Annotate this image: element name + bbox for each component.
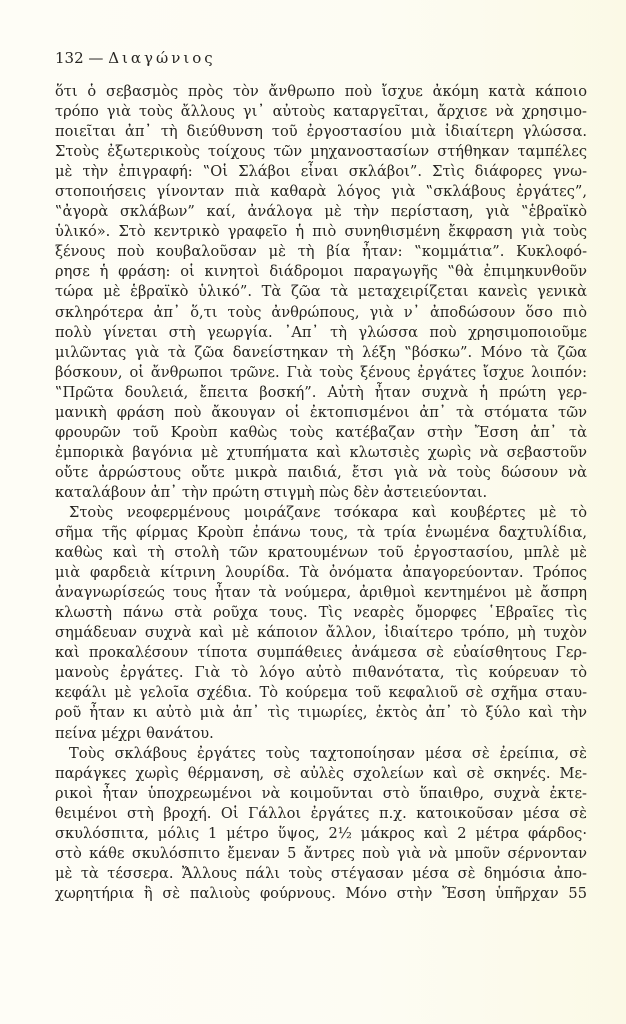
text-line: Στοὺς νεοφερμένους μοιράζανε τσόκαρα καὶ κουβέρτες μὲ τὸ xyxy=(69,503,587,521)
text-line: σῆμα τῆς φίρμας Κροὺπ ἐπάνω τους, τὰ τρία ἑνωμένα δαχτυλίδια, xyxy=(55,524,587,542)
text-line: σκληρότερα ἀπ᾽ ὅ,τι τοὺς ἀνθρώπους, γιὰ ν᾽ ἀποδώσουν ὅσο πιὸ xyxy=(55,303,587,321)
text-line: μανικὴ φράση ποὺ ἄκουγαν οἱ ἐκτοπισμένοι ἀπ᾽ τὰ στόματα τῶν xyxy=(55,403,587,421)
text-line: οὔτε ἀρρώστους οὔτε μικρὰ παιδιά, ἔτσι γιὰ νὰ τοὺς δώσουν νὰ xyxy=(55,463,587,481)
text-line: στὸ κάθε σκυλόσπιτο ἔμεναν 5 ἄντρες ποὺ γιὰ νὰ μποῦν σέρνονταν xyxy=(55,844,587,862)
body-text xyxy=(55,82,587,904)
text-line: ξένους ποὺ κουβαλοῦσαν μὲ τὴ βία ἦταν: ‟κομμάτια”. Κυκλοφό- xyxy=(55,243,587,261)
text-line: μανοὺς ἐργάτες. Γιὰ τὸ λόγο αὐτὸ πιθανότατα, τὶς κούρευαν τὸ xyxy=(55,664,587,682)
text-line: τώρα μὲ ἑβραϊκὸ ὑλικό”. Τὰ ζῶα τὰ μεταχειρίζεται κανεὶς γενικὰ xyxy=(55,283,587,301)
text-line: ἐμπορικὰ βαγόνια μὲ χτυπήματα καὶ κλωτσιὲς χωρὶς νὰ σεβαστοῦν xyxy=(55,443,587,461)
running-head xyxy=(55,48,216,68)
text-line: σημάδευαν συχνὰ καὶ μὲ κάποιον ἄλλον, ἰδιαίτερο τρόπο, μὴ τυχὸν xyxy=(55,624,587,642)
text-line: χωρητήρια ἢ σὲ παλιοὺς φούρνους. Μόνο στὴν Ἔσση ὑπῆρχαν 55 xyxy=(55,884,587,902)
page-number: 132 xyxy=(55,49,84,67)
text-line: μὲ τὴν ἐπιγραφή: ‟Οἱ Σλάβοι εἶναι σκλάβοι”. Στὶς διάφορες γνω- xyxy=(55,163,587,181)
text-line: σκυλόσπιτα, μόλις 1 μέτρο ὕψος, 2½ μάκρος καὶ 2 μέτρα φάρδος· xyxy=(55,824,587,842)
text-line: καθὼς καὶ τὴ στολὴ τῶν κρατουμένων τοῦ ἐργοστασίου, μπλὲ μὲ xyxy=(55,544,587,562)
text-line: ὅτι ὁ σεβασμὸς πρὸς τὸν ἄνθρωπο ποὺ ἴσχυε ἀκόμη κατὰ κάποιο xyxy=(55,83,587,100)
text-line: τρόπο γιὰ τοὺς ἄλλους γι᾽ αὐτοὺς καταργεῖται, ἄρχισε νὰ χρησιμο- xyxy=(55,103,587,121)
text-line: πολὺ γίνεται στὴ γεωργία. ᾽Απ᾽ τὴ γλώσσα ποὺ χρησιμοποιοῦμε xyxy=(55,323,587,341)
separator: — xyxy=(88,49,104,67)
text-line: καταλάβουν ἀπ᾽ τὴν πρώτη στιγμὴ πὼς δὲν ἀστειεύονται. xyxy=(55,483,488,501)
text-line: Τοὺς σκλάβους ἐργάτες τοὺς ταχτοποίησαν μέσα σὲ ἐρείπια, σὲ xyxy=(69,744,587,762)
text-line: ἀναγνωρίσεώς τους ἦταν τὰ νούμερα, ἀριθμοὶ κεντημένοι μὲ ἄσπρη xyxy=(55,584,587,602)
text-line: καὶ προκαλέσουν τίποτα συμπάθειες ἀνάμεσα σὲ εὐαίσθητους Γερ- xyxy=(55,644,587,662)
running-title: Διαγώνιος xyxy=(108,49,216,67)
text-line: μιὰ φαρδειὰ κίτρινη λουρίδα. Τὰ ὀνόματα ἀπαγορεύονταν. Τρόπος xyxy=(55,564,587,582)
text-line: θειμένοι στὴ βροχή. Οἱ Γάλλοι ἐργάτες π.χ. κατοικοῦσαν μέσα σὲ xyxy=(55,804,587,822)
text-line: πείνα μέχρι θανάτου. xyxy=(55,724,214,742)
text-line: ‟ἀγορὰ σκλάβων” καί, ἀνάλογα μὲ τὴν περίσταση, γιὰ ‟ἑβραϊκὸ xyxy=(55,203,587,221)
text-line: ὑλικό». Στὸ κεντρικὸ γραφεῖο ἡ πιὸ συνηθισμένη ἔκφραση γιὰ τοὺς xyxy=(55,223,587,241)
text-line: κλωστὴ πάνω στὰ ροῦχα τους. Τὶς νεαρὲς ὄμορφες ῾Εβραῖες τὶς xyxy=(55,604,587,622)
text-line: μιλῶντας γιὰ τὰ ζῶα δανείστηκαν τὴ λέξη ‟βόσκω”. Μόνο τὰ ζῶα xyxy=(55,343,587,361)
text-line: βόσκουν, οἱ ἄνθρωποι τρῶνε. Γιὰ τοὺς ξένους ἐργάτες ἴσχυε λοιπόν: xyxy=(55,363,587,381)
text-line: φρουρῶν τοῦ Κροὺπ καθὼς τοὺς κατέβαζαν στὴν Ἔσση ἀπ᾽ τὰ xyxy=(55,423,587,441)
text-line: ‟Πρῶτα δουλειά, ἔπειτα βοσκή”. Αὐτὴ ἦταν συχνὰ ἡ πρώτη γερ- xyxy=(55,383,587,401)
text-line: στοποιήσεις γίνονταν πιὰ καθαρὰ λόγος γιὰ ‟σκλάβους ἐργάτες”, xyxy=(55,183,587,201)
text-line: μὲ τὰ τέσσερα. Ἄλλους πάλι τοὺς στέγασαν μέσα σὲ δημόσια ἀπο- xyxy=(55,864,587,882)
text-line: παράγκες χωρὶς θέρμανση, σὲ αὐλὲς σχολείων καὶ σὲ σκηνές. Με- xyxy=(55,764,587,782)
text-line: ρικοὶ ἦταν ὑποχρεωμένοι νὰ κοιμοῦνται στὸ ὕπαιθρο, συχνὰ ἐκτε- xyxy=(55,784,587,802)
text-line: κεφάλι μὲ γελοῖα σχέδια. Τὸ κούρεμα τοῦ κεφαλιοῦ σὲ σχῆμα σταυ- xyxy=(55,684,587,702)
text-line: Στοὺς ἐξωτερικοὺς τοίχους τῶν μηχανοστασίων στήθηκαν ταμπέλες xyxy=(55,143,587,161)
text-line: ποιεῖται ἀπ᾽ τὴ διεύθυνση τοῦ ἐργοστασίου μιὰ ἰδιαίτερη γλώσσα. xyxy=(55,123,587,141)
text-line: ροῦ ἦταν κι αὐτὸ μιὰ ἀπ᾽ τὶς τιμωρίες, ἐκτὸς ἀπ᾽ τὸ ξύλο καὶ τὴν xyxy=(55,704,587,722)
text-line: ρησε ἡ φράση: οἱ κινητοὶ διάδρομοι παραγωγῆς ‟θὰ ἐπιμηκυνθοῦν xyxy=(55,263,587,281)
